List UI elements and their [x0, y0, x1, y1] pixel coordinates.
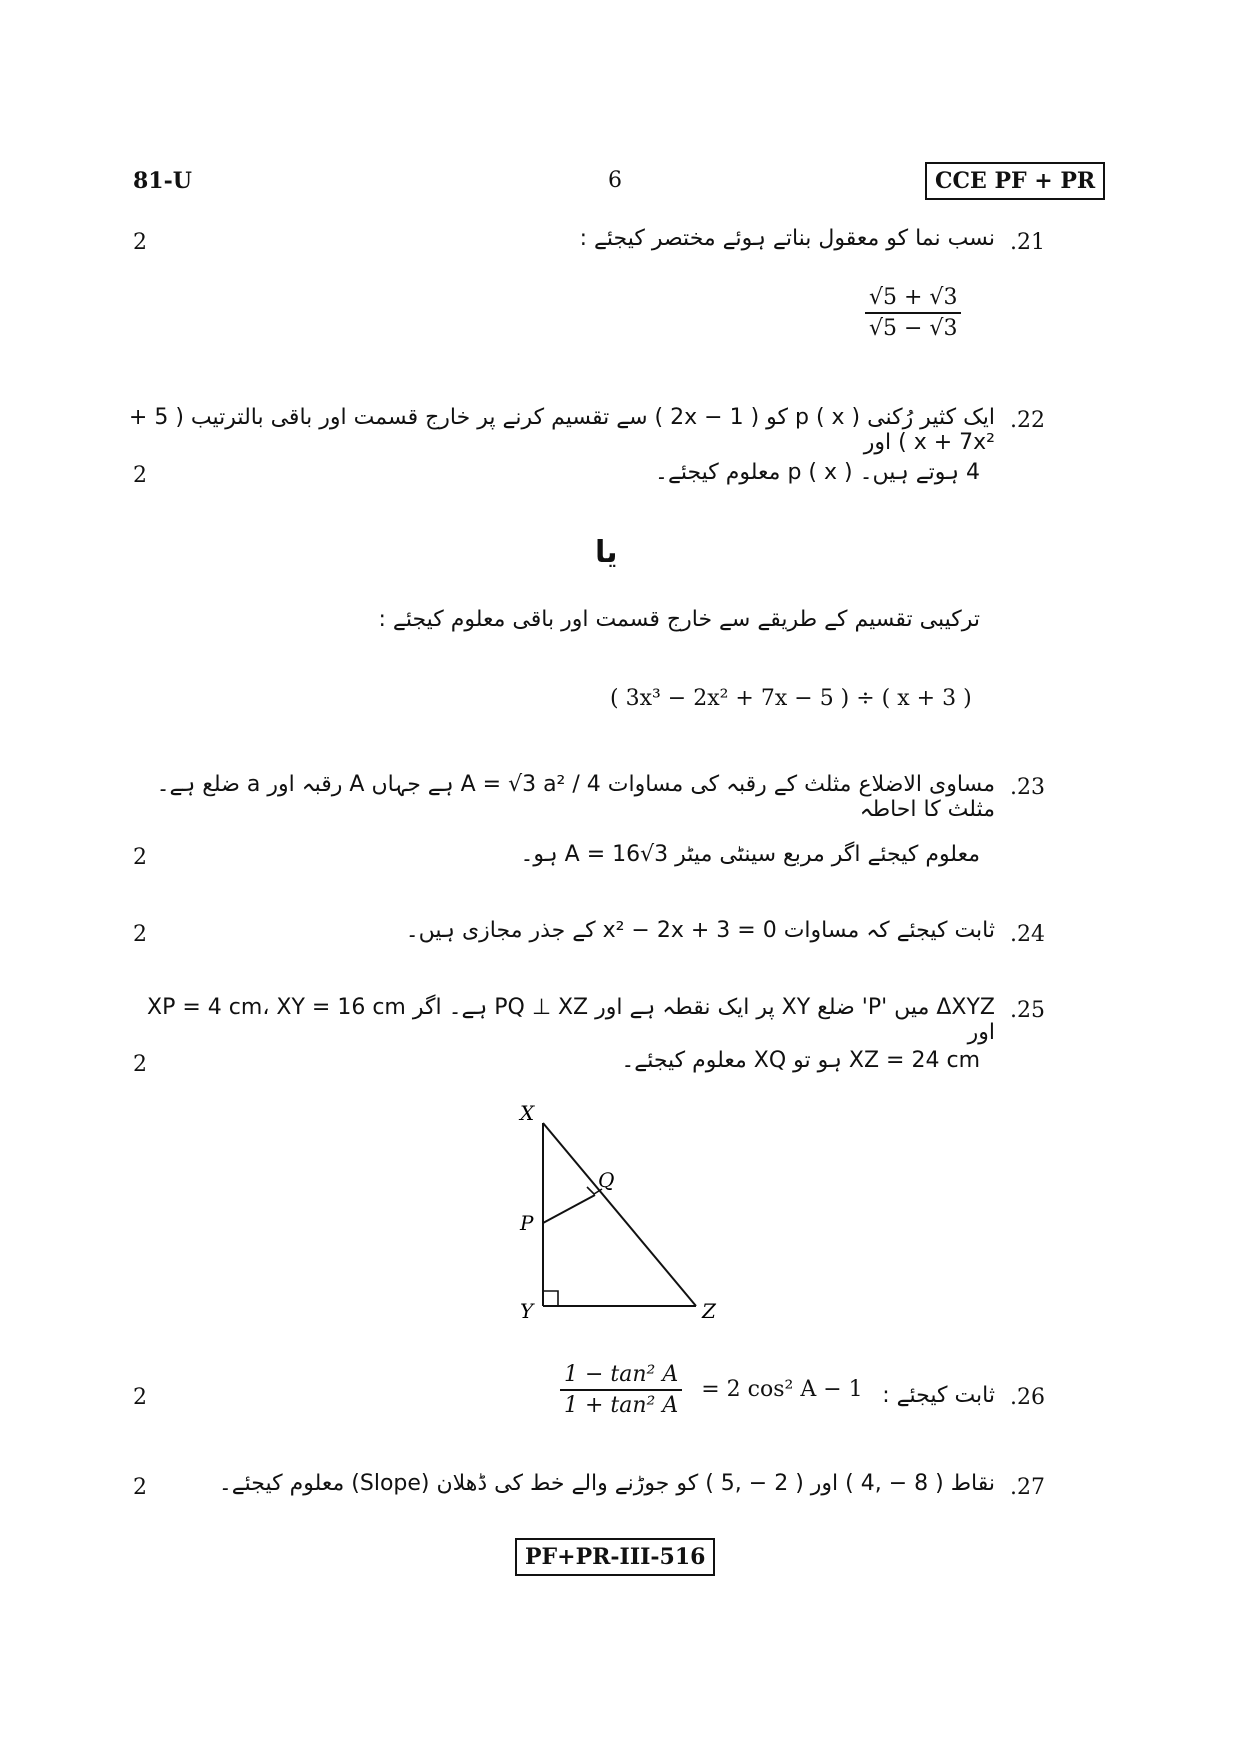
q21-text: نسب نما کو معقول بناتے ہوئے مختصر کیجئے :	[579, 226, 995, 251]
q22-alt-expression: ( 3x³ − 2x² + 7x − 5 ) ÷ ( x + 3 )	[610, 686, 972, 711]
q26-numerator: 1 − tan² A	[560, 1362, 682, 1391]
q23-number: .23	[1010, 775, 1045, 800]
q27-marks: 2	[133, 1475, 147, 1500]
q21-number: .21	[1010, 230, 1045, 255]
q25-marks: 2	[133, 1052, 147, 1077]
q21-fraction	[865, 285, 961, 341]
q26-rhs: = 2 cos² A − 1	[701, 1377, 863, 1402]
q23-line1: مساوی الاضلاع مثلث کے رقبہ کی مساوات A = √3 a² / 4 ہے جہاں A رقبہ اور a ضلع ہے۔ مثلث کا احاطہ	[156, 772, 995, 822]
q23-marks: 2	[133, 845, 147, 870]
q25-line2: XZ = 24 cm ہو تو XQ معلوم کیجئے۔	[621, 1048, 980, 1073]
label-x: X	[520, 1101, 535, 1125]
right-angle-y	[543, 1291, 558, 1306]
q27-text: نقاط ( 8 − ,4 ) اور ( 2 − ,5 ) کو جوڑنے والے خط کی ڈھلان (Slope) معلوم کیجئے۔	[218, 1471, 995, 1496]
q22-marks: 2	[133, 463, 147, 488]
segment-pq	[543, 1195, 595, 1223]
page-code: 81-U	[133, 168, 192, 194]
label-q: Q	[598, 1168, 615, 1192]
label-y: Y	[520, 1299, 534, 1323]
q27-number: .27	[1010, 1475, 1045, 1500]
paper-code-box: CCE PF + PR	[925, 162, 1105, 200]
q24-text: ثابت کیجئے کہ مساوات x² − 2x + 3 = 0 کے جذر مجازی ہیں۔	[405, 918, 995, 943]
q26-equation	[560, 1362, 863, 1418]
q26-marks: 2	[133, 1385, 147, 1410]
q26-label: ثابت کیجئے :	[882, 1383, 995, 1408]
q24-number: .24	[1010, 922, 1045, 947]
q21-numerator: √5 + √3	[865, 285, 961, 314]
q26-number: .26	[1010, 1385, 1045, 1410]
or-label: یا	[595, 535, 618, 570]
q25-number: .25	[1010, 998, 1045, 1023]
q24-marks: 2	[133, 922, 147, 947]
q25-line1: ΔXYZ میں 'P' ضلع XY پر ایک نقطہ ہے اور PQ ⊥ XZ ہے۔ اگر XP = 4 cm، XY = 16 cm اور	[147, 995, 995, 1045]
q21-denominator: √5 − √3	[869, 316, 958, 341]
q22-number: .22	[1010, 408, 1045, 433]
q22-alt-text: ترکیبی تقسیم کے طریقے سے خارج قسمت اور باقی معلوم کیجئے :	[378, 607, 980, 632]
footer-code-box: PF+PR-III-516	[515, 1538, 715, 1576]
q22-line2: 4 ہوتے ہیں۔ ( p ( x معلوم کیجئے۔	[655, 460, 980, 485]
q23-line2: معلوم کیجئے اگر مربع سینٹی میٹر A = 16√3 ہو۔	[520, 842, 980, 867]
q26-denominator: 1 + tan² A	[564, 1393, 679, 1418]
page-number: 6	[608, 168, 622, 193]
label-z: Z	[702, 1299, 716, 1323]
triangle-figure	[500, 1090, 740, 1330]
q22-line1: ایک کثیر رُکنی ( p ( x کو ( 1 − 2x ) سے تقسیم کرنے پر خارج قسمت اور باقی بالترتیب ( 5 + x + 7x² ) اور	[128, 405, 995, 455]
side-xz	[543, 1123, 696, 1306]
label-p: P	[520, 1211, 534, 1235]
q21-marks: 2	[133, 230, 147, 255]
